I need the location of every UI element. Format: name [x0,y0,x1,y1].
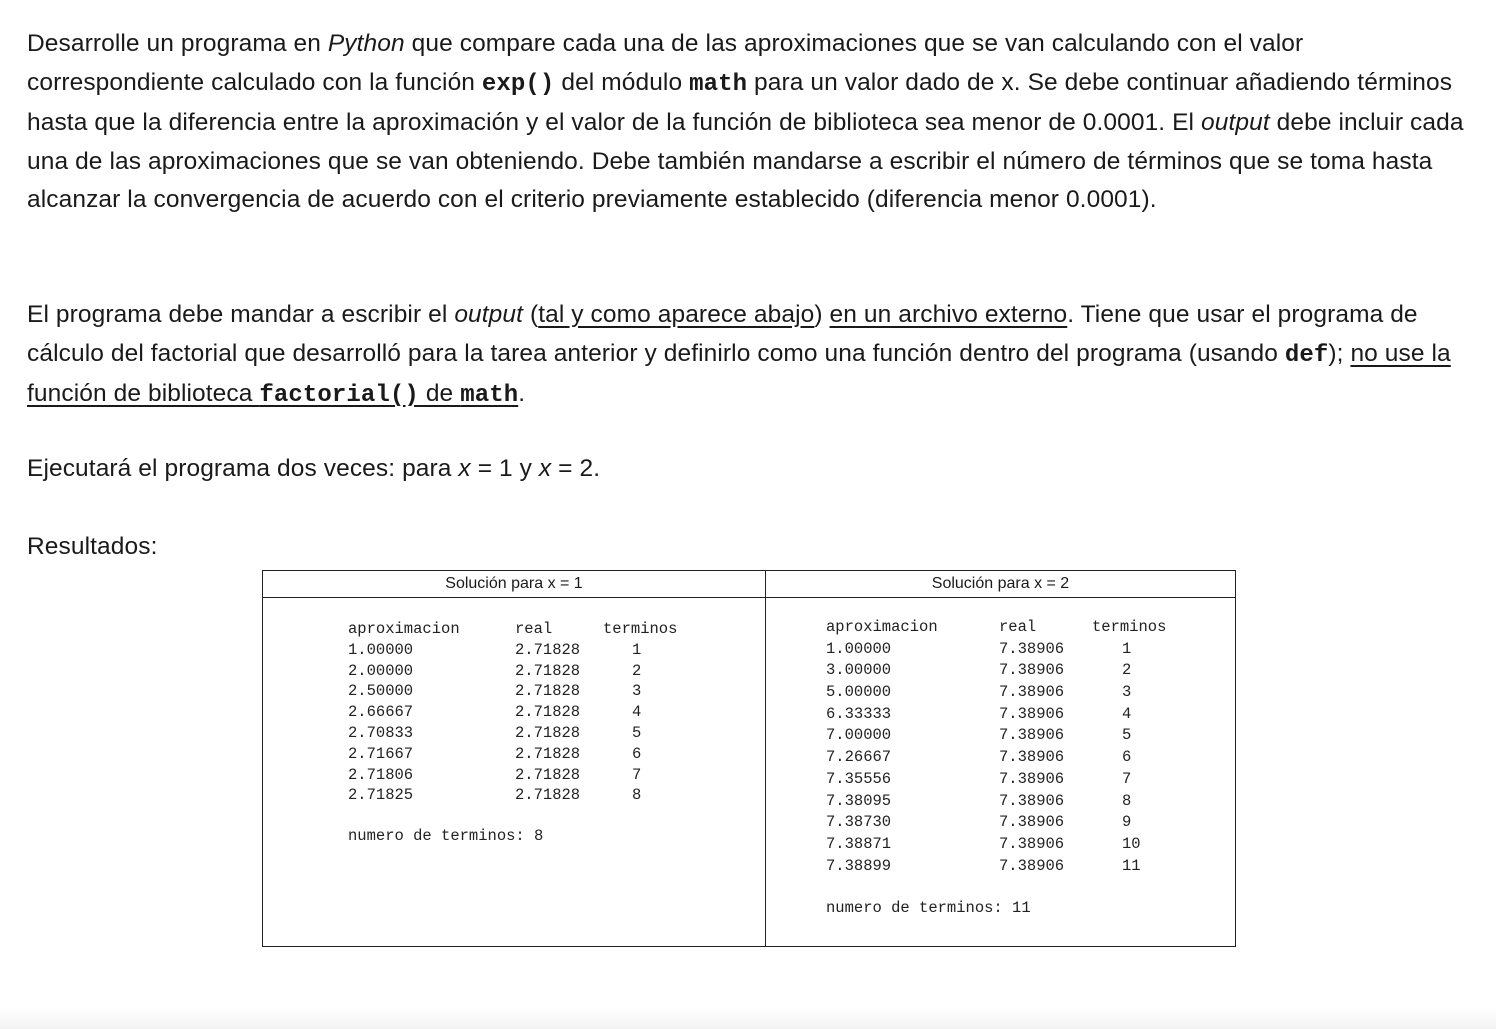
col-label-real: real [999,618,1037,636]
text: que compare cada una de las aproximaciones que se van calculando con el valor correspondiente calculado con la función [27,30,1304,96]
table-row [826,704,1226,726]
output-word: output [1201,109,1270,137]
text: = 2. [551,455,601,482]
table-row [348,661,748,682]
text: . [518,380,526,408]
aproximacion-value: 2.70833 [348,723,414,742]
real-value: 2.71828 [515,682,581,701]
text: debe incluir cada una de las aproximaciones que se van obteniendo. Debe también mandarse a escribir el número de términos que se toma hasta alcanzar la convergencia de acuerdo con el criterio previamente establecido (diferencia menor 0.0001). [27,109,1464,214]
aproximacion-value: 2.66667 [348,703,414,722]
header-divider [263,597,1235,598]
variable-x: x [458,455,471,482]
table-row [348,744,748,765]
code-math: math [689,70,748,98]
real-value: 2.71828 [515,765,581,784]
real-value: 2.71828 [515,640,581,659]
text: de [418,380,461,408]
terminos-value: 7 [632,765,642,784]
paragraph-task-description [27,25,1477,220]
table-row [826,769,1226,791]
text: ) [814,301,830,328]
table-row [826,660,1226,682]
table-row [348,765,748,786]
left-column-labels [348,619,748,640]
text: El programa debe mandar a escribir el [27,301,455,328]
text: Desarrolle un programa en [27,30,328,57]
underlined-text: en un archivo externo [829,301,1068,328]
terminos-value: 9 [1122,813,1132,832]
table-row [826,682,1226,704]
text: ); [1328,339,1351,367]
real-value: 2.71828 [515,723,581,742]
terminos-value: 6 [1122,748,1132,767]
terminos-value: 3 [1122,683,1132,702]
real-value: 7.38906 [999,683,1065,702]
table-row [826,639,1226,661]
aproximacion-value: 7.26667 [826,748,892,767]
left-total-terms: numero de terminos: 8 [348,827,544,845]
table-row [826,834,1226,856]
real-value: 2.71828 [515,661,581,680]
terminos-value: 8 [1122,791,1132,810]
right-column-labels [826,617,1226,639]
terminos-value: 11 [1122,856,1141,875]
variable-x: x [538,455,552,482]
left-output-block [348,619,748,845]
text: . Tiene que usar el programa de cálculo del factorial que desarrolló para la tarea anterior y definirlo como una función dentro del programa (usando [27,301,1418,367]
aproximacion-value: 2.50000 [348,682,414,701]
real-value: 7.38906 [999,813,1065,832]
aproximacion-value: 1.00000 [826,639,892,658]
text: = 1 y [470,455,539,482]
paragraph-execution [27,450,1477,489]
aproximacion-value: 1.00000 [348,640,414,659]
column-divider [765,571,766,946]
table-row [826,791,1226,813]
aproximacion-value: 2.71806 [348,765,414,784]
table-row [348,785,748,806]
terminos-value: 1 [632,640,642,659]
col-label-aproximacion: aproximacion [826,618,938,636]
text: Ejecutará el programa dos veces: para [27,455,459,482]
right-output-block [826,617,1226,917]
aproximacion-value: 7.38095 [826,791,892,810]
page-bottom-shade [0,1007,1496,1029]
real-value: 7.38906 [999,748,1065,767]
table-row [348,681,748,702]
terminos-value: 10 [1122,834,1141,853]
table-row [348,640,748,661]
real-value: 2.71828 [515,703,581,722]
col-label-real: real [515,620,553,638]
terminos-value: 5 [632,723,642,742]
aproximacion-value: 7.38871 [826,834,892,853]
aproximacion-value: 2.71667 [348,744,414,763]
aproximacion-value: 6.33333 [826,704,892,723]
terminos-value: 8 [632,786,642,805]
aproximacion-value: 2.71825 [348,786,414,805]
table-row [826,812,1226,834]
real-value: 7.38906 [999,661,1065,680]
real-value: 7.38906 [999,856,1065,875]
terminos-value: 2 [632,661,642,680]
aproximacion-value: 3.00000 [826,661,892,680]
terminos-value: 2 [1122,661,1132,680]
table-row [826,725,1226,747]
resultados-label: Resultados: [27,533,158,560]
col-label-terminos: terminos [1092,618,1167,636]
aproximacion-value: 5.00000 [826,683,892,702]
table-row [348,723,748,744]
text: del módulo [554,68,690,96]
output-word: output [454,301,524,328]
text: no use la función de biblioteca [27,339,1451,408]
aproximacion-value: 7.38730 [826,813,892,832]
real-value: 7.38906 [999,834,1065,853]
terminos-value: 4 [632,703,642,722]
left-column-header: Solución para x = 1 [445,575,583,592]
underlined-text: tal y como aparece abajo [538,301,815,328]
aproximacion-value: 7.38899 [826,856,892,875]
text: para un valor dado de x. Se debe continuar añadiendo términos hasta que la diferencia entre la aproximación y el valor de la función de biblioteca sea menor de 0.0001. El [27,68,1453,137]
real-value: 7.38906 [999,726,1065,745]
col-label-terminos: terminos [603,620,678,638]
terminos-value: 6 [632,744,642,763]
aproximacion-value: 7.35556 [826,769,892,788]
terminos-value: 4 [1122,704,1132,723]
terminos-value: 5 [1122,726,1132,745]
real-value: 2.71828 [515,744,581,763]
aproximacion-value: 7.00000 [826,726,892,745]
real-value: 2.71828 [515,786,581,805]
table-row [348,702,748,723]
code-factorial: factorial() [259,382,419,410]
text: ( [523,301,539,328]
code-def: def [1284,341,1329,369]
code-math: math [460,382,519,410]
table-row [826,856,1226,878]
col-label-aproximacion: aproximacion [348,620,460,638]
terminos-value: 3 [632,682,642,701]
results-table [262,570,1236,947]
terminos-value: 7 [1122,769,1132,788]
aproximacion-value: 2.00000 [348,661,414,680]
table-row [826,747,1226,769]
real-value: 7.38906 [999,791,1065,810]
right-total-terms: numero de terminos: 11 [826,899,1031,917]
python-word: Python [327,30,405,57]
code-exp: exp() [481,70,555,98]
paragraph-output-instructions [27,296,1477,416]
terminos-value: 1 [1122,639,1132,658]
real-value: 7.38906 [999,639,1065,658]
real-value: 7.38906 [999,769,1065,788]
right-column-header: Solución para x = 2 [931,575,1070,592]
real-value: 7.38906 [999,704,1065,723]
